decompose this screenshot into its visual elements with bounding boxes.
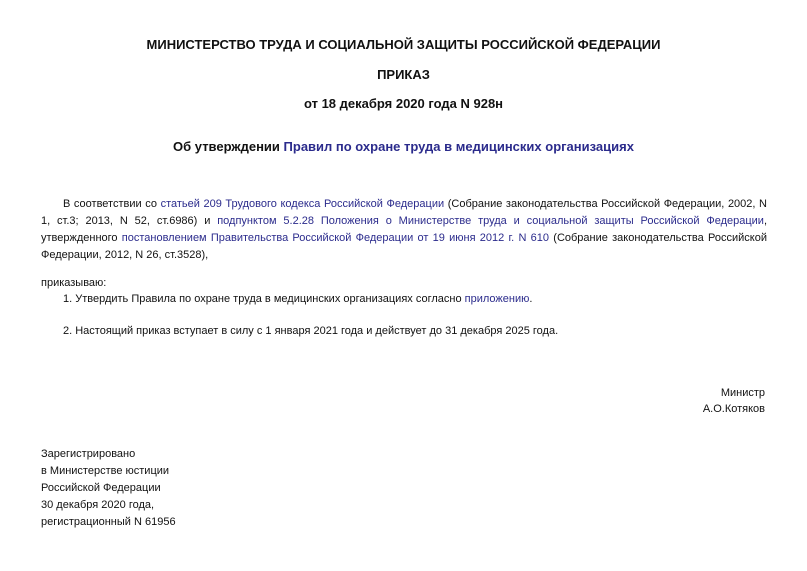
registration-line: Зарегистрировано bbox=[41, 448, 136, 460]
regulation-link[interactable]: подпунктом 5.2.28 Положения о Министерстве труда и социальной защиты Российской Федерации bbox=[217, 215, 764, 227]
preamble-text: В соответствии со bbox=[63, 198, 161, 210]
date-number: от 18 декабря 2020 года N 928н bbox=[303, 96, 504, 111]
preamble-text: , утвержденного bbox=[41, 215, 767, 244]
government-decree-link[interactable]: постановлением Правительства Российской Федерации от 19 июня 2012 г. N 610 bbox=[121, 232, 550, 244]
preamble-text: (Собрание законодательства Российской Федерации, 2012, N 26, ст.3528), bbox=[41, 232, 767, 261]
doc-type: ПРИКАЗ bbox=[377, 67, 430, 82]
preamble bbox=[41, 196, 767, 264]
subject-prefix: Об утверждении bbox=[173, 139, 284, 154]
ministry-title: МИНИСТЕРСТВО ТРУДА И СОЦИАЛЬНОЙ ЗАЩИТЫ РОССИЙСКОЙ ФЕДЕРАЦИИ bbox=[146, 37, 661, 52]
order-word: приказываю: bbox=[41, 277, 107, 289]
signer-position: Министр bbox=[720, 387, 765, 399]
labor-code-link[interactable]: статьей 209 Трудового кодекса Российской Федерации bbox=[160, 198, 445, 210]
registration-block bbox=[41, 446, 176, 531]
registration-line: регистрационный N 61956 bbox=[41, 516, 176, 528]
order-item-2: 2. Настоящий приказ вступает в силу с 1 января 2021 года и действует до 31 декабря 2025 года. bbox=[63, 325, 559, 337]
registration-line: 30 декабря 2020 года, bbox=[41, 499, 155, 511]
signer-name: А.О.Котяков bbox=[702, 403, 765, 415]
registration-line: Российской Федерации bbox=[41, 482, 161, 494]
appendix-link[interactable]: приложению bbox=[464, 293, 530, 305]
order-item-1 bbox=[63, 291, 532, 308]
subject-title bbox=[0, 139, 807, 154]
subject-link[interactable]: Правил по охране труда в медицинских организациях bbox=[283, 139, 634, 154]
item-text: 1. Утвердить Правила по охране труда в медицинских организациях согласно bbox=[63, 293, 465, 305]
preamble-text: (Собрание законодательства Российской Федерации, 2002, N 1, ст.3; 2013, N 52, ст.6986) и bbox=[41, 198, 767, 227]
item-text: . bbox=[529, 293, 533, 305]
registration-line: в Министерстве юстиции bbox=[41, 465, 170, 477]
